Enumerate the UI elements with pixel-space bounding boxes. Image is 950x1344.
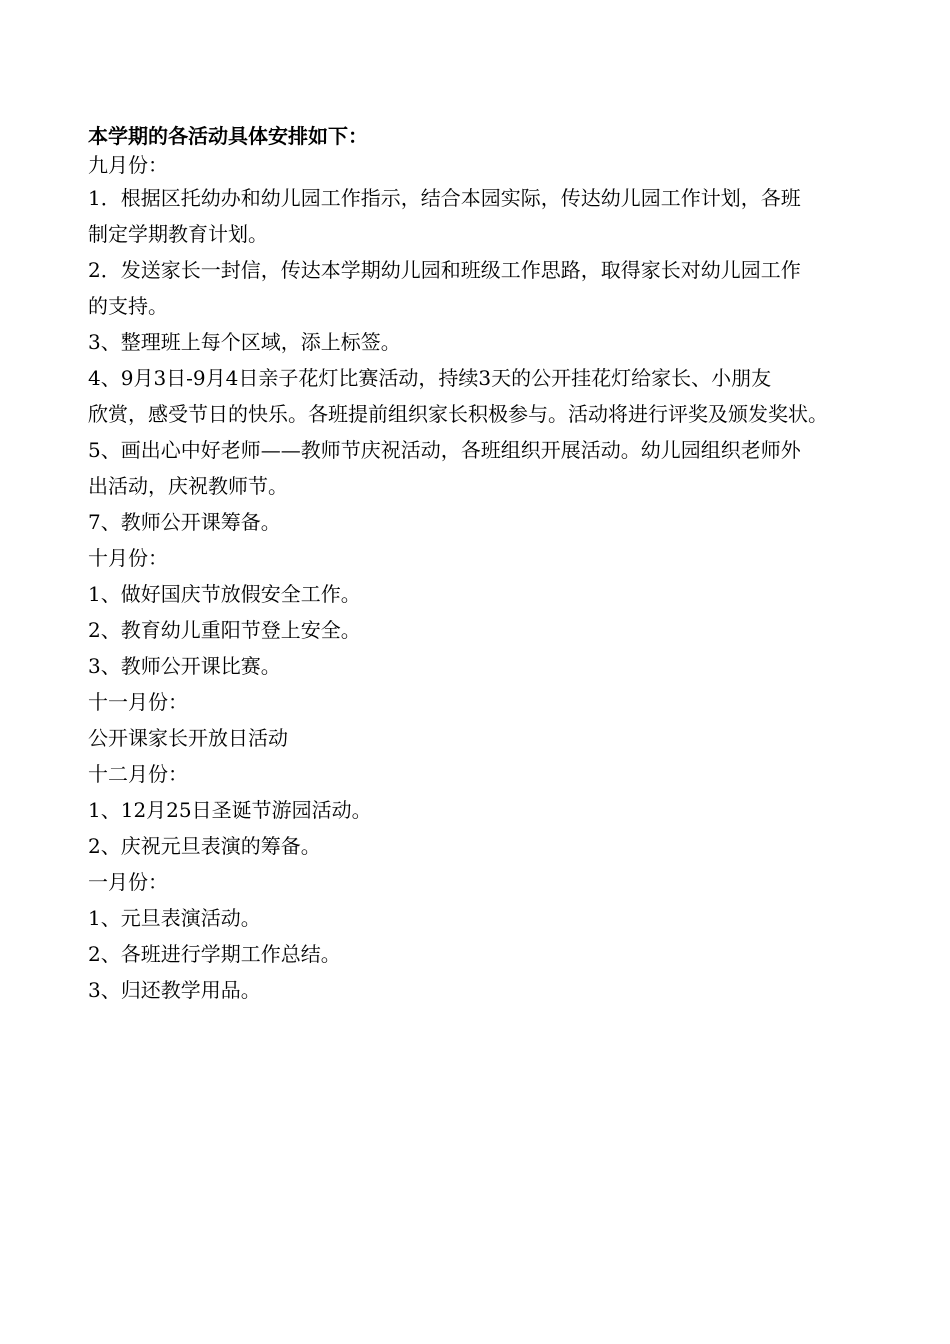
month-label-january: 一月份： — [88, 870, 168, 894]
january-item-2: 2、各班进行学期工作总结。 — [88, 942, 341, 966]
december-item-1: 1、12月25日圣诞节游园活动。 — [88, 798, 372, 822]
october-item-3: 3、教师公开课比赛。 — [88, 654, 281, 678]
section-heading: 本学期的各活动具体安排如下： — [88, 124, 368, 148]
september-item-1-line-2: 制定学期教育计划。 — [88, 222, 268, 246]
september-item-3: 3、整理班上每个区域，添上标签。 — [88, 330, 401, 354]
september-item-1-line-1: 1．根据区托幼办和幼儿园工作指示，结合本园实际，传达幼儿园工作计划，各班 — [88, 186, 801, 210]
september-item-2-line-1: 2．发送家长一封信，传达本学期幼儿园和班级工作思路，取得家长对幼儿园工作 — [88, 258, 801, 282]
january-item-1: 1、元旦表演活动。 — [88, 906, 261, 930]
month-label-october: 十月份： — [88, 546, 168, 570]
november-item-1: 公开课家长开放日活动 — [88, 726, 288, 750]
september-item-5-line-1: 5、画出心中好老师——教师节庆祝活动，各班组织开展活动。幼儿园组织老师外 — [88, 438, 801, 462]
september-item-2-line-2: 的支持。 — [88, 294, 168, 318]
october-item-1: 1、做好国庆节放假安全工作。 — [88, 582, 361, 606]
december-item-2: 2、庆祝元旦表演的筹备。 — [88, 834, 321, 858]
september-item-5-line-2: 出活动，庆祝教师节。 — [88, 474, 288, 498]
september-item-7: 7、教师公开课筹备。 — [88, 510, 281, 534]
september-item-4-line-2: 欣赏，感受节日的快乐。各班提前组织家长积极参与。活动将进行评奖及颁发奖状。 — [88, 402, 828, 426]
document-body — [88, 122, 888, 1008]
october-item-2: 2、教育幼儿重阳节登上安全。 — [88, 618, 361, 642]
month-label-september: 九月份： — [88, 153, 168, 177]
month-label-november: 十一月份： — [88, 690, 188, 714]
september-item-4-line-1: 4、9月3日-9月4日亲子花灯比赛活动，持续3天的公开挂花灯给家长、小朋友 — [88, 366, 772, 390]
january-item-3: 3、归还教学用品。 — [88, 978, 261, 1002]
month-label-december: 十二月份： — [88, 762, 188, 786]
